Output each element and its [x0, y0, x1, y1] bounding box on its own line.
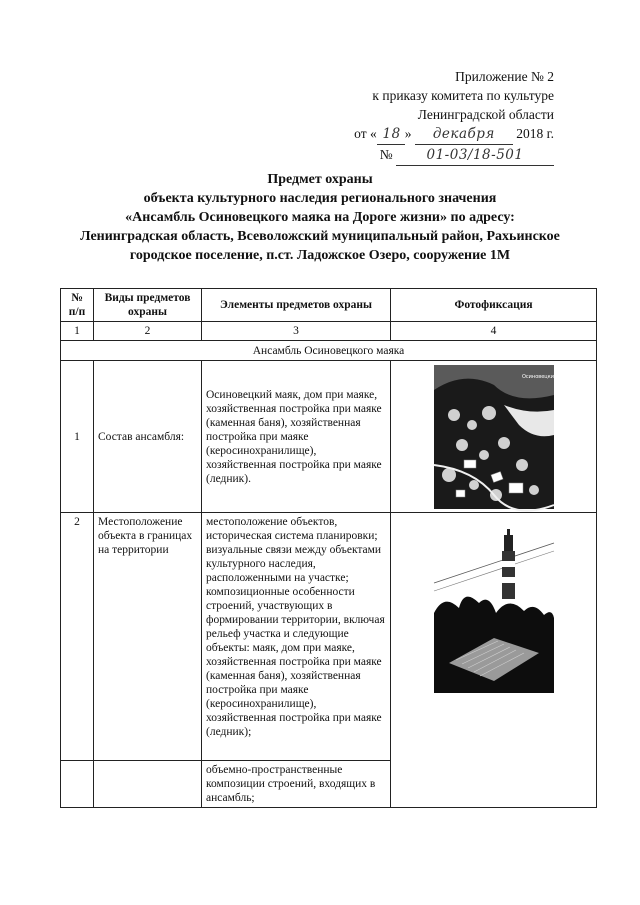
- appendix-region: Ленинградской области: [417, 107, 554, 122]
- heading-line-2: объекта культурного наследия регионального значения: [143, 191, 497, 206]
- order-number: 01-03/18-501: [396, 146, 554, 166]
- appendix-date: от « 18 » декабря 2018 г.: [354, 124, 554, 145]
- row-number: 2: [61, 513, 94, 761]
- protection-table: [60, 288, 597, 808]
- header-num: № п/п: [61, 289, 94, 322]
- row-elements-continued: объемно-пространственные композиции строений, входящих в ансамбль;: [202, 761, 391, 808]
- date-month: декабря: [415, 125, 513, 145]
- date-year: 2018 г.: [516, 126, 554, 141]
- appendix-number: № 01-03/18-501: [354, 145, 554, 166]
- heading-line-3: «Ансамбль Осиновецкого маяка на Дороге жизни» по адресу:: [125, 210, 515, 225]
- lighthouse-photo-image: [434, 523, 554, 693]
- appendix-order-ref: к приказу комитета по культуре: [372, 88, 554, 103]
- aerial-photo-image: [434, 365, 572, 509]
- column-number-row: 1 2 3 4: [61, 322, 597, 341]
- appendix-title: Приложение № 2: [455, 69, 554, 84]
- heading-line-4: Ленинградская область, Всеволожский муниципальный район, Рахьинское: [80, 229, 560, 244]
- header-type: Виды предметов охраны: [94, 289, 202, 322]
- photo-caption: Осиновецкий маяк: [521, 373, 572, 380]
- appendix-block: [354, 67, 554, 166]
- row-elements: Осиновецкий маяк, дом при маяке, хозяйственная постройка при маяке (каменная баня), хозяйственная постройка при маяке (керосинохранилище), хозяйственная постройка при маяке (ледник).: [202, 361, 391, 513]
- table-header-row: [61, 289, 597, 322]
- header-elements: Элементы предметов охраны: [202, 289, 391, 322]
- row-photo: [391, 361, 597, 513]
- row-photo: [391, 513, 597, 808]
- row-number: 1: [61, 361, 94, 513]
- row-type: Местоположение объекта в границах на территории: [94, 513, 202, 761]
- section-title: Ансамбль Осиновецкого маяка: [61, 341, 597, 361]
- document-heading: [40, 170, 600, 265]
- section-row: [61, 341, 597, 361]
- table-row: [61, 361, 597, 513]
- date-day: 18: [377, 125, 405, 145]
- heading-line-1: Предмет охраны: [267, 172, 373, 187]
- heading-line-5: городское поселение, п.ст. Ладожское Озеро, сооружение 1М: [129, 248, 511, 263]
- table-row: [61, 513, 597, 761]
- header-photo: Фотофиксация: [391, 289, 597, 322]
- row-type: Состав ансамбля:: [94, 361, 202, 513]
- row-elements: местоположение объектов, историческая система планировки; визуальные связи между объектами культурного наследия, расположенными на участке; композиционные особенности строений, участвующих в формировании территории, включая рельеф участка и следующие объекты: маяк, дом при маяке, хозяйственная постройка при маяке (каменная баня), хозяйственная постройка при маяке (керосинохранилище), хозяйственная постройка при маяке (ледник);: [202, 513, 391, 761]
